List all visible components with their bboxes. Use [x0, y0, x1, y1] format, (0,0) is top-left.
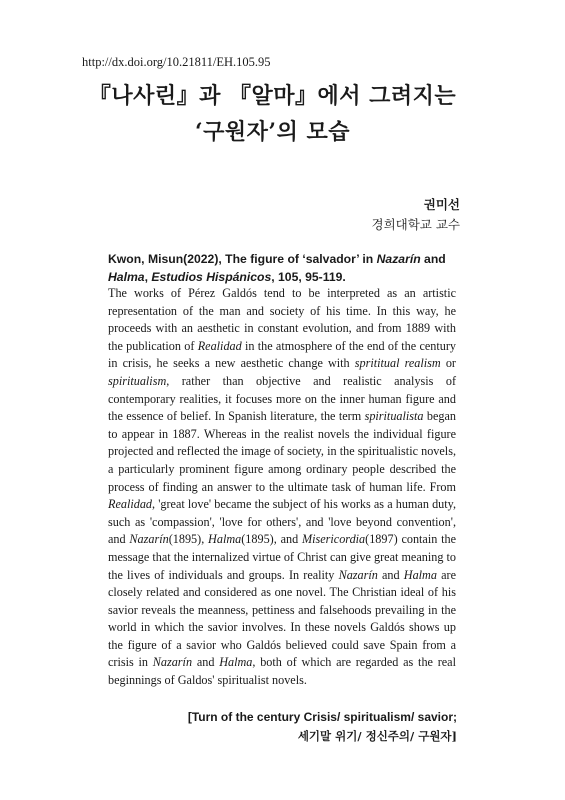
abstract-body	[108, 285, 456, 690]
paper-title-line-2: ‘구원자’의 모습	[195, 119, 350, 145]
keywords-english: [Turn of the century Crisis/ spiritualism/ savior;	[187, 710, 457, 724]
abstract-text: , both of which are regarded as the real beginnings of Galdos' spiritualist novels.	[108, 655, 456, 688]
abstract-italic-term: Nazarín	[152, 655, 193, 670]
abstract-italic-term: spiritualism	[108, 373, 167, 388]
abstract-text: , rather than objective and realistic analysis of contemporary realities, it focuses more on the inner human figure and the essence of belief. In Spanish literature, the term	[108, 373, 456, 424]
author-affiliation: 경희대학교 교수	[371, 217, 460, 232]
abstract-text: (1895),	[168, 532, 209, 547]
abstract-text: are closely related and considered as one novel. The Christian ideal of his savior reveals the meanness, pettiness and falsehoods prevailing in the world in which the savior involves. In these novels Galdós shows up the figure of a savior who Galdós believed could save Spain from a crisis in	[108, 567, 456, 670]
citation-prefix: Kwon, Misun(2022), The figure of ‘salvador’ in	[108, 252, 377, 266]
abstract-italic-term: Nazarín	[338, 567, 378, 582]
citation-work-nazarin: Nazarín	[376, 252, 421, 266]
abstract-italic-term: spiritualista	[364, 409, 424, 424]
citation	[108, 250, 456, 286]
citation-work-halma: Halma	[108, 270, 145, 284]
abstract-text: (1897) contain the message that the internalized virtue of Christ can give great meaning to the lives of individuals and groups. In reality	[108, 532, 456, 582]
abstract-text: The works of Pérez Galdós tend to be interpreted as an artistic representation of the man and society of his time. In this way, he proceeds with an aesthetic in constant evolution, and from 1889 with the publication of	[108, 286, 456, 353]
abstract-italic-term: Realidad	[108, 497, 153, 512]
abstract-text: and	[192, 655, 220, 670]
abstract-text: and	[377, 567, 404, 582]
keywords-korean: 세기말 위기/ 정신주의/ 구원자]	[297, 729, 457, 743]
citation-sep: ,	[144, 270, 152, 284]
abstract-italic-term: Realidad	[197, 338, 242, 353]
citation-suffix: , 105, 95-119.	[271, 270, 346, 284]
abstract-italic-term: sprititual realism	[354, 356, 441, 371]
citation-journal: Estudios Hispánicos	[151, 270, 272, 284]
abstract-italic-term: Halma	[208, 532, 242, 547]
abstract-text: , 'great love' became the subject of his works as a human duty, such as 'compassion', 'love for others', and 'love beyond convention', and	[108, 497, 456, 547]
paper-title-line-1: 『나사린』과 『알마』에서 그려지는	[88, 83, 457, 109]
abstract-italic-term: Halma	[219, 655, 253, 670]
abstract-text: (1895), and	[241, 532, 302, 547]
abstract-text: in the atmosphere of the end of the century in crisis, he seeks a new aesthetic change with	[108, 338, 457, 371]
author-name: 권미선	[423, 197, 460, 212]
abstract-text: began to appear in 1887. Whereas in the realist novels the individual figure projected and reflected the image of society, in the spiritualistic novels, a particularly prominent figure among ordinary people described the process of finding an answer to the ultimate task of human life. From	[108, 409, 456, 494]
abstract-text: or	[440, 356, 456, 371]
doi-link[interactable]: http://dx.doi.org/10.21811/EH.105.95	[82, 55, 271, 69]
abstract-italic-term: Halma	[403, 567, 437, 582]
abstract-italic-term: Nazarín	[129, 532, 169, 547]
citation-and: and	[420, 252, 446, 266]
abstract-italic-term: Misericordia	[301, 532, 366, 547]
